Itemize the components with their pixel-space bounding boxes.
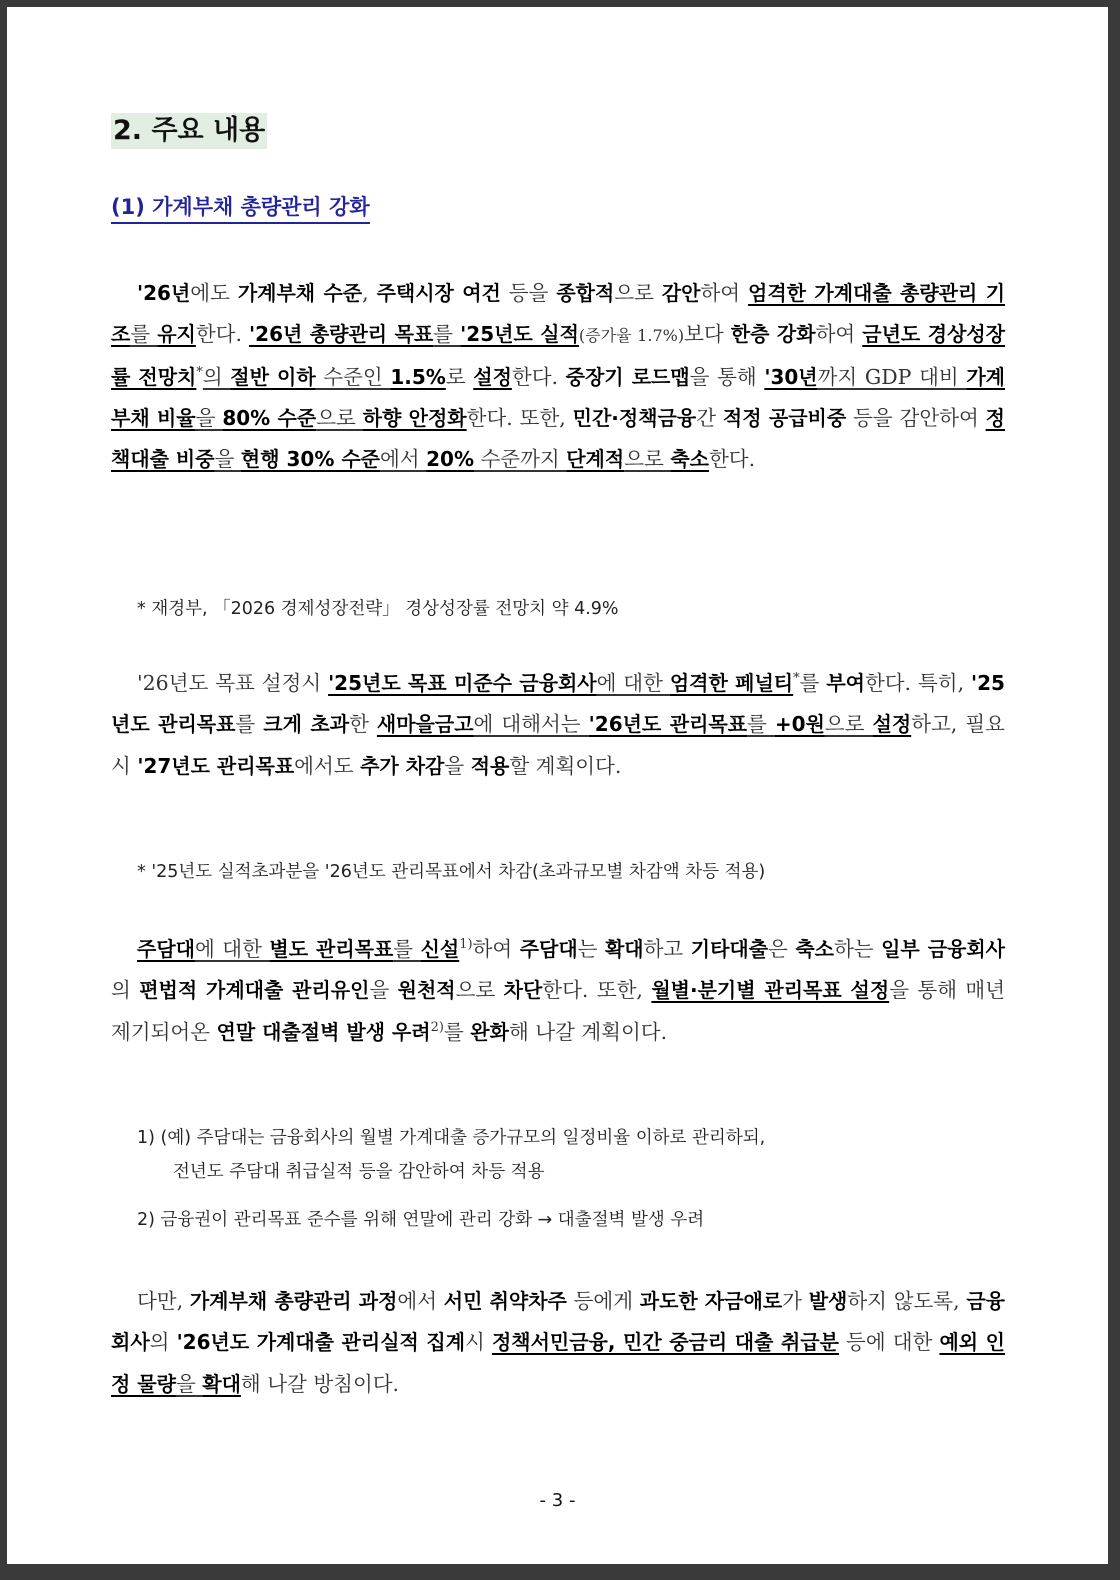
page-number: - 3 - — [539, 1490, 576, 1511]
footnote-2: 2) 금융권이 관리목표 준수를 위해 연말에 관리 강화 → 대출절벽 발생 우려 — [137, 1210, 705, 1230]
footnote-marker: * — [196, 364, 203, 380]
bold-text-run: 월별·분기별 관리목표 설정 — [651, 978, 890, 1003]
text-run: 하는 — [833, 937, 882, 961]
text-run: , — [362, 281, 377, 305]
text-run: 한다. — [511, 364, 566, 389]
text-run: 을 통해 — [689, 364, 765, 389]
bold-text-run: 엄격한 페널티 — [669, 671, 794, 695]
text-run: 로 — [445, 364, 474, 389]
text-run: 은 — [768, 937, 796, 961]
paragraph-total-management — [111, 273, 1005, 480]
text-run: 으로 — [624, 447, 671, 472]
text-run: 수준인 — [315, 364, 391, 389]
text-run: 한 — [349, 712, 377, 737]
text-run: 등에 대한 — [838, 1330, 940, 1355]
text-run: 에서도 — [294, 753, 361, 778]
bold-text-run: 원천적 — [397, 978, 456, 1003]
section-heading: 2. 주요 내용 — [111, 113, 267, 149]
text-run: 을 통해 매년 제기되어온 — [111, 978, 1006, 1044]
footnote-marker: * — [793, 671, 800, 687]
text-run: 한다. — [195, 322, 250, 347]
bold-text-run: 금년도 경상성장률 전망치 — [111, 322, 1006, 389]
text-run: 하여 — [472, 937, 520, 961]
bold-text-run: 일부 금융회사 — [881, 937, 1005, 961]
text-run: 보다 — [684, 322, 731, 347]
bold-text-run: 새마을금고 — [376, 712, 474, 737]
bold-text-run: 서민 취약차주 — [443, 1289, 567, 1313]
text-run: (증가율 1.7%) — [578, 326, 685, 346]
text-run: 하여 — [815, 322, 863, 347]
bold-text-run: '25년도 실적 — [460, 322, 579, 347]
footnote-1-line-2: 전년도 주담대 취급실적 등을 감안하여 차등 적용 — [173, 1162, 545, 1182]
text-run: 다만, — [137, 1289, 190, 1313]
bold-text-run: 부여 — [826, 671, 865, 695]
bold-text-run: 연말 대출절벽 발생 우려 — [216, 1019, 431, 1044]
bold-text-run: 80% 수준 — [222, 405, 317, 430]
text-run: 에 대해서는 — [473, 712, 589, 737]
footnote-marker: 1) — [459, 937, 473, 953]
text-run: 까지 GDP 대비 — [817, 364, 967, 389]
text-run: 으로 — [316, 405, 363, 430]
bold-text-run: 엄격한 가계대출 총량관리 기조 — [111, 281, 1006, 347]
text-run: 에 대한 — [194, 937, 270, 961]
bold-text-run: 감안 — [661, 281, 701, 305]
bold-text-run: 설정 — [872, 712, 912, 737]
bold-text-run: 적정 공급비중 — [722, 405, 847, 430]
text-run: 간 — [696, 405, 723, 430]
bold-text-run: 단계적 — [566, 447, 625, 472]
bold-text-run: '26년도 가계대출 관리실적 집계 — [176, 1330, 466, 1355]
bold-text-run: 예외 인정 물량 — [111, 1330, 1005, 1396]
text-run: 시 — [465, 1330, 492, 1355]
bold-text-run: 확대 — [202, 1371, 241, 1396]
text-run: 를 — [799, 671, 827, 695]
text-run: 를 — [747, 712, 775, 737]
subsection-heading: (1) 가계부채 총량관리 강화 — [111, 193, 370, 224]
bold-text-run: '25년도 관리목표 — [111, 671, 1005, 737]
bold-text-run: 완화 — [470, 1019, 509, 1044]
bold-text-run: '26년 — [137, 281, 191, 305]
text-run: 등을 감안하여 — [846, 405, 986, 430]
paragraph-exceptions — [111, 1281, 1005, 1405]
bold-text-run: 하향 안정화 — [362, 405, 467, 430]
bold-text-run: 현행 30% 수준 — [240, 447, 380, 472]
bold-text-run: 주담대 — [137, 937, 195, 961]
bold-text-run: +0원 — [774, 712, 825, 737]
text-run: 에서 — [397, 1289, 444, 1313]
bold-text-run: 설정 — [473, 364, 512, 389]
text-run: 를 — [130, 322, 158, 347]
text-run: 으로 — [455, 978, 504, 1003]
bold-text-run: 확대 — [604, 937, 644, 961]
bold-text-run: 차단 — [503, 978, 543, 1003]
bold-text-run: 20% — [426, 447, 474, 472]
bold-text-run: 축소 — [670, 447, 709, 472]
text-run: 수준까지 — [473, 447, 567, 472]
bold-text-run: 발생 — [808, 1289, 848, 1313]
text-run: 의 — [149, 1330, 177, 1355]
text-run: 으로 — [614, 281, 662, 305]
text-run: 를 — [443, 1019, 471, 1044]
bold-text-run: 정책대출 비중 — [111, 405, 1005, 472]
text-run: 하고, 필요시 — [111, 712, 1005, 778]
text-run: 한다. — [708, 447, 756, 472]
text-run: 한다. 특히, — [864, 671, 972, 695]
text-run: 에도 — [190, 281, 238, 305]
bold-text-run: 종합적 — [556, 281, 615, 305]
text-run: 하지 않도록, — [847, 1289, 967, 1313]
text-run: 를 — [433, 322, 461, 347]
text-run: 의 — [202, 364, 231, 389]
text-run: 를 — [393, 937, 421, 961]
bold-text-run: 과도한 자금애로 — [639, 1289, 783, 1313]
bold-text-run: 추가 차감 — [360, 753, 445, 778]
bold-text-run: 주담대 — [519, 937, 578, 961]
bold-text-run: 적용 — [470, 753, 510, 778]
text-run: 으로 — [824, 712, 873, 737]
footnote-penalty-deduction: * '25년도 실적초과분을 '26년도 관리목표에서 차감(초과규모별 차감액 차등 적용) — [137, 862, 766, 882]
bold-text-run: 별도 관리목표 — [269, 937, 394, 961]
bold-text-run: 한층 강화 — [730, 322, 816, 347]
bold-text-run: 기타대출 — [690, 937, 769, 961]
paragraph-penalty — [111, 663, 1005, 787]
text-run: 을 — [195, 405, 223, 430]
bold-text-run: '27년도 관리목표 — [137, 753, 295, 778]
text-run: 을 — [444, 753, 471, 778]
bold-text-run: 절반 이하 — [230, 364, 316, 389]
bold-text-run: 정책서민금융, 민간 중금리 대출 취급분 — [491, 1330, 839, 1355]
text-run: 등을 — [500, 281, 557, 305]
footnote-1-line-1: 1) (예) 주담대는 금융회사의 월별 가계대출 증가규모의 일정비율 이하로 관리하되, — [137, 1128, 766, 1148]
document-page — [7, 7, 1108, 1564]
text-run: 을 — [214, 447, 241, 472]
bold-text-run: 민간·정책금융 — [572, 405, 697, 430]
text-run: 을 — [369, 978, 398, 1003]
text-run: 에서 — [379, 447, 427, 472]
bold-text-run: 유지 — [157, 322, 196, 347]
bold-text-run: 신설 — [420, 937, 460, 961]
text-run: 한다. 또한, — [466, 405, 573, 430]
bold-text-run: 주택시장 여건 — [376, 281, 501, 305]
bold-text-run: '30년 — [764, 364, 818, 389]
bold-text-run: 가계부채 총량관리 과정 — [189, 1289, 398, 1313]
bold-text-run: 금융회사 — [111, 1289, 1005, 1355]
bold-text-run: '25년도 목표 미준수 금융회사 — [328, 671, 597, 695]
text-run: '26년도 목표 설정시 — [137, 671, 329, 695]
bold-text-run: '26년도 관리목표 — [588, 712, 748, 737]
text-run: 등에게 — [566, 1289, 640, 1313]
text-run: 하고 — [643, 937, 691, 961]
text-run: 해 나갈 계획이다. — [508, 1019, 668, 1044]
bold-text-run: 중장기 로드맵 — [565, 364, 690, 389]
text-run: 한다. 또한, — [542, 978, 652, 1003]
bold-text-run: 편법적 가계대출 관리유인 — [139, 978, 370, 1003]
bold-text-run: 축소 — [795, 937, 834, 961]
text-run: 를 — [235, 712, 264, 737]
bold-text-run: '26년 총량관리 목표 — [249, 322, 434, 347]
text-run: 는 — [577, 937, 605, 961]
paragraph-mortgage-target — [111, 929, 1005, 1053]
bold-text-run: 1.5% — [390, 364, 446, 389]
bold-text-run: 가계부채 수준 — [237, 281, 363, 305]
footnote-growth-forecast: * 재경부, 「2026 경제성장전략」 경상성장률 전망치 약 4.9% — [137, 599, 619, 619]
bold-text-run: 크게 초과 — [263, 712, 350, 737]
text-run: 의 — [111, 978, 140, 1003]
text-run: 가 — [782, 1289, 809, 1313]
text-run: 해 나갈 방침이다. — [240, 1371, 400, 1396]
text-run: 에 대한 — [596, 671, 670, 695]
footnote-marker: 2) — [430, 1019, 444, 1035]
text-run: 할 계획이다. — [509, 753, 622, 778]
text-run: 을 — [175, 1371, 203, 1396]
bold-text-run: 가계부채 비율 — [111, 364, 1005, 430]
text-run: 하여 — [700, 281, 749, 305]
